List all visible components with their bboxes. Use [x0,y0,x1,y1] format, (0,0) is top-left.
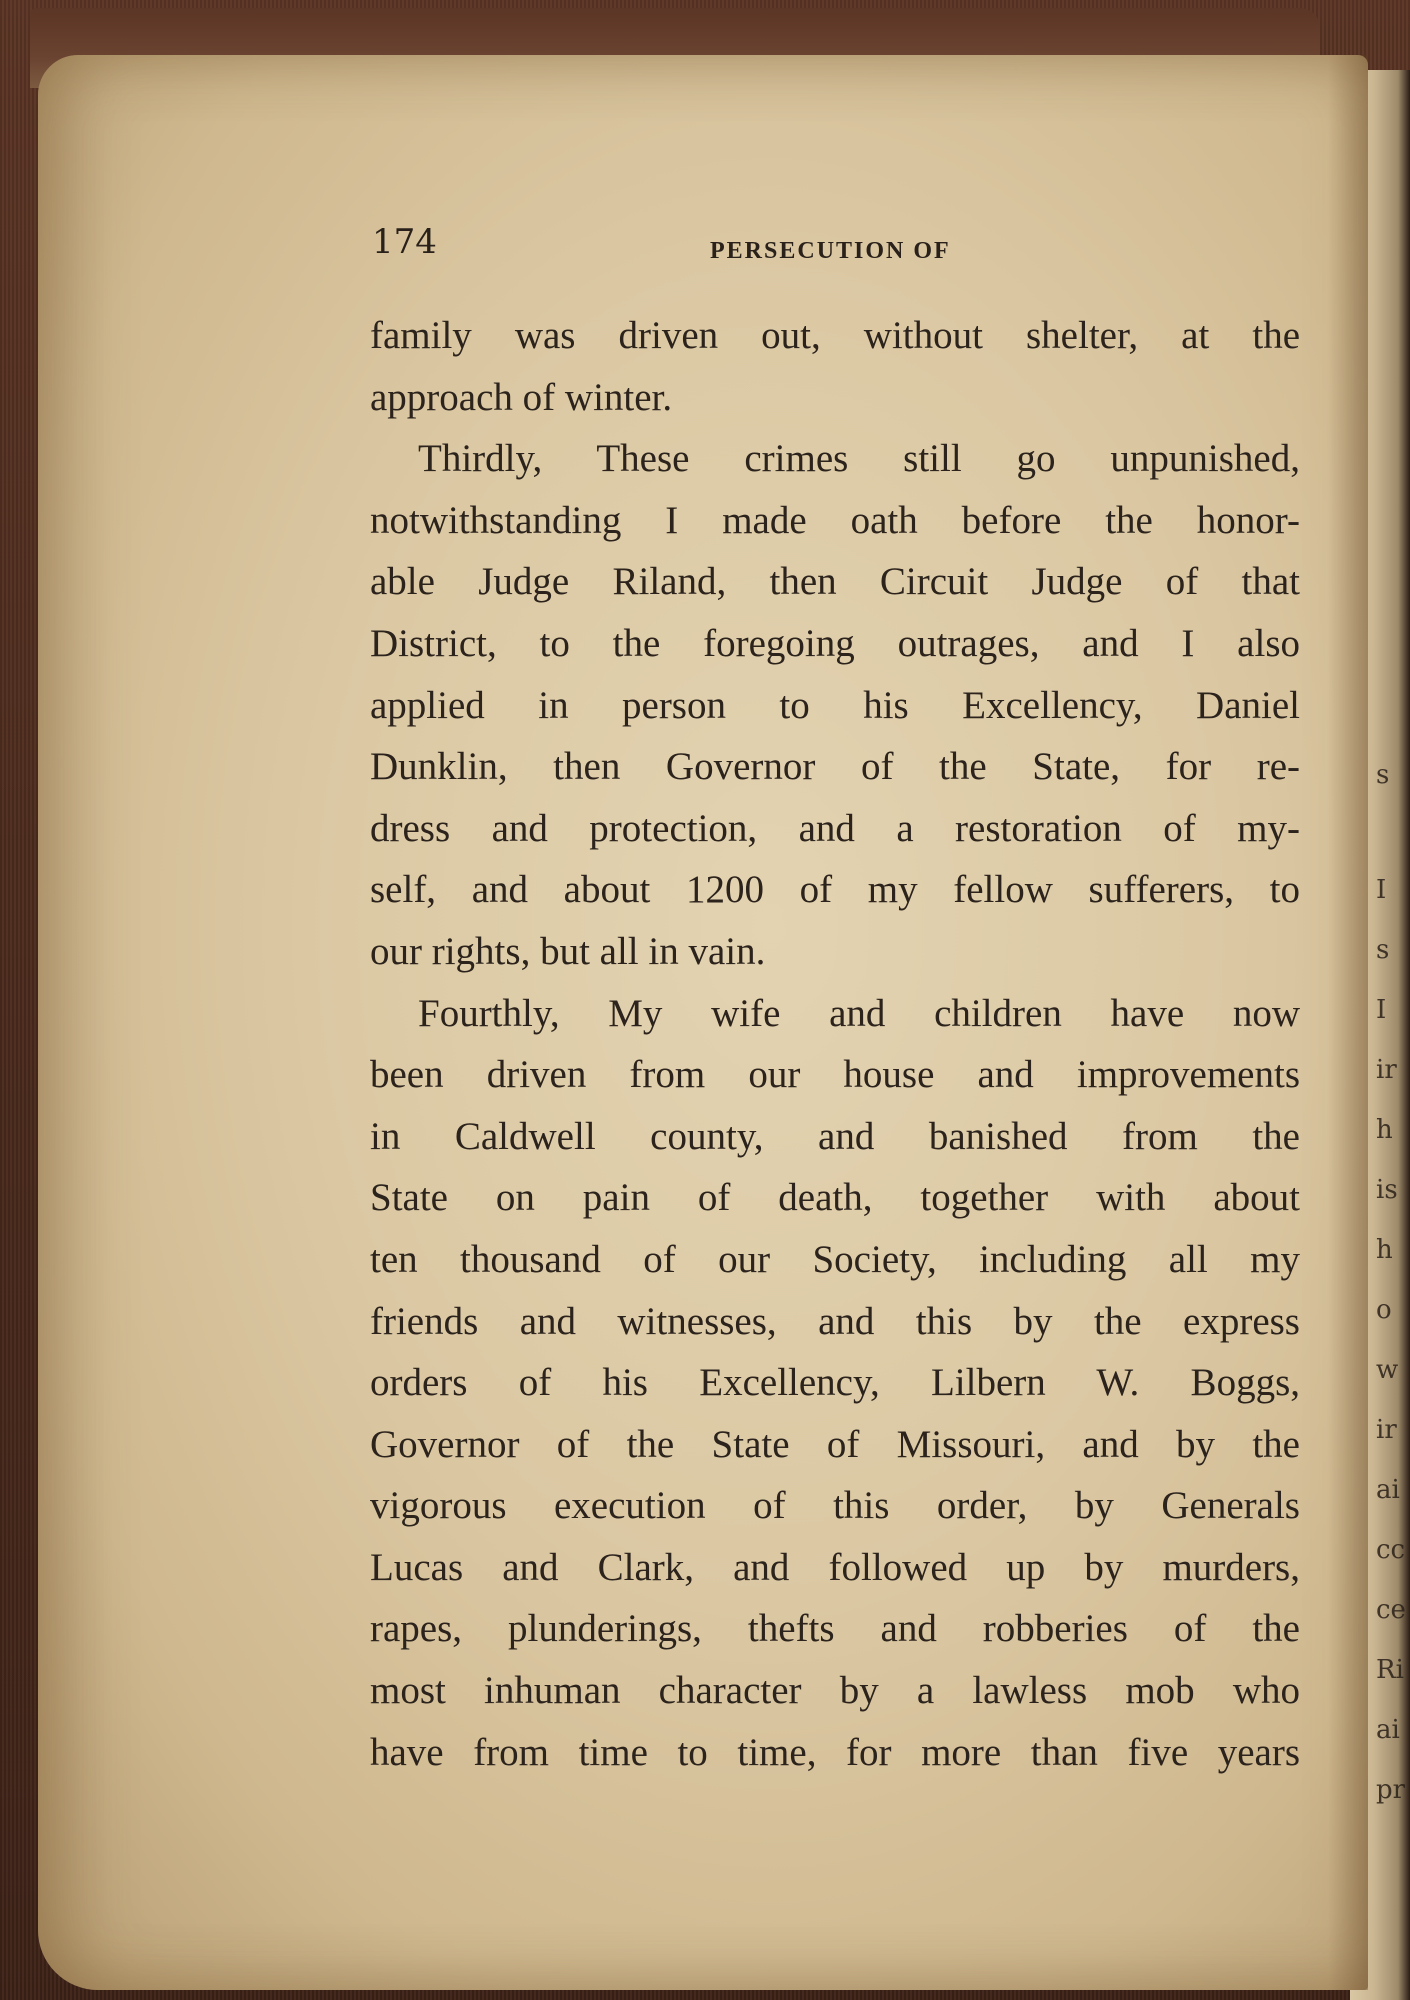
edge-letter: ai [1376,1475,1400,1505]
edge-letter: cc [1376,1535,1406,1565]
text-line: dress and protection, and a restoration of my- [370,806,1300,850]
text-line: able Judge Riland, then Circuit Judge of that [370,560,1300,604]
text-line: Fourthly, My wife and children have now [418,991,1300,1035]
text-line: approach of winter. [370,375,673,419]
edge-letter: ir [1376,1415,1397,1445]
edge-letter: o [1376,1295,1392,1325]
text-line: ten thousand of our Society, including all my [370,1237,1300,1281]
text-line: Thirdly, These crimes still go unpunished, [418,437,1300,481]
edge-letter: h [1376,1235,1393,1265]
page-heading: PERSECUTION OF [710,238,951,264]
text-line: District, to the foregoing outrages, and I also [370,621,1300,665]
edge-letter: ai [1376,1715,1400,1745]
edge-letter: h [1376,1115,1393,1145]
text-line: Lucas and Clark, and followed up by murders, [370,1545,1300,1589]
text-line: rapes, plunderings, thefts and robberies of the [370,1607,1300,1651]
text-line: vigorous execution of this order, by Generals [370,1484,1300,1528]
edge-letter: is [1376,1175,1398,1205]
edge-letter: I [1376,995,1387,1025]
text-line: been driven from our house and improvements [370,1053,1300,1097]
text-line: orders of his Excellency, Lilbern W. Boggs, [370,1361,1300,1405]
edge-letter: s [1376,760,1390,790]
text-line: our rights, but all in vain. [370,929,766,973]
text-line: self, and about 1200 of my fellow sufferers, to [370,868,1300,912]
text-line: most inhuman character by a lawless mob who [370,1669,1300,1713]
edge-letter: Ri [1376,1655,1404,1685]
text-line: State on pain of death, together with about [370,1176,1300,1220]
text-line: Dunklin, then Governor of the State, for re- [370,745,1300,789]
edge-letter: I [1376,875,1387,905]
text-line: applied in person to his Excellency, Daniel [370,683,1300,727]
edge-letter: ir [1376,1055,1397,1085]
edge-letter: w [1376,1355,1399,1385]
text-line: notwithstanding I made oath before the honor- [370,498,1300,542]
edge-letter: pr [1376,1775,1406,1805]
text-line: have from time to time, for more than five years [370,1730,1300,1774]
body-text [370,305,1300,1783]
text-line: Governor of the State of Missouri, and by the [370,1422,1300,1466]
page-number: 174 [372,222,437,262]
text-line: in Caldwell county, and banished from the [370,1114,1300,1158]
edge-letter: s [1376,935,1390,965]
text-line: friends and witnesses, and this by the express [370,1299,1300,1343]
text-line: family was driven out, without shelter, at the [370,314,1300,357]
edge-letter: ce [1376,1595,1406,1625]
